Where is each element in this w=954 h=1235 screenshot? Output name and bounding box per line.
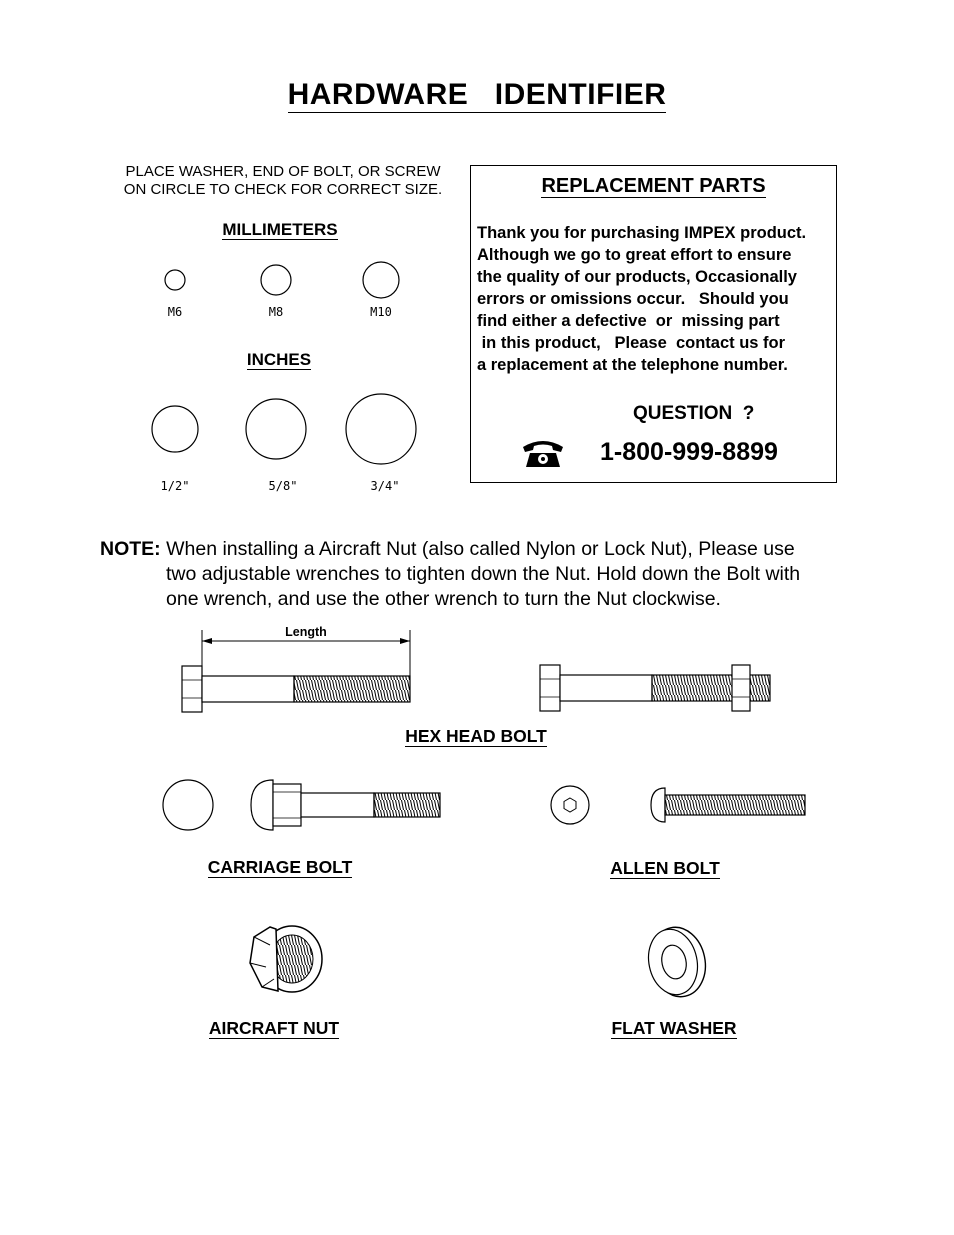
allen-bolt-label: ALLEN BOLT (610, 858, 720, 878)
flat-washer-diagram (640, 922, 710, 1002)
phone-number: 1-800-999-8899 (600, 438, 778, 466)
five-eighths-inch-circle (246, 399, 306, 459)
replacement-line: the quality of our products, Occasionally (477, 268, 797, 286)
size-label-half: 1/2" (160, 479, 190, 493)
question-label: QUESTION ? (633, 403, 755, 424)
aircraft-nut-diagram (240, 915, 330, 1000)
instruction-line-1: PLACE WASHER, END OF BOLT, OR SCREW (125, 163, 441, 180)
carriage-bolt-diagram (155, 770, 455, 840)
sizing-instructions (100, 163, 466, 199)
millimeter-circles (150, 255, 430, 305)
note-label: NOTE: (100, 538, 161, 560)
note-section (100, 537, 860, 612)
length-label: Length (285, 625, 327, 639)
m10-circle (363, 262, 399, 298)
replacement-line: errors or omissions occur. Should you (477, 290, 789, 308)
m8-circle (261, 265, 291, 295)
replacement-line: find either a defective or missing part (477, 312, 780, 330)
note-line-1: When installing a Aircraft Nut (also called Nylon or Lock Nut), Please use (166, 538, 795, 560)
m6-circle (165, 270, 185, 290)
replacement-line: in this product, Please contact us for (477, 334, 786, 352)
replacement-line: Thank you for purchasing IMPEX product. (477, 224, 807, 242)
millimeters-heading: MILLIMETERS (222, 220, 338, 239)
allen-bolt-diagram (545, 780, 815, 830)
note-line-3: one wrench, and use the other wrench to turn the Nut clockwise. (166, 588, 721, 610)
size-label-m8: M8 (268, 305, 284, 319)
size-label-five-eighths: 5/8" (268, 479, 298, 493)
size-label-m10: M10 (370, 305, 392, 319)
replacement-line: a replacement at the telephone number. (477, 356, 788, 374)
note-line-2: two adjustable wrenches to tighten down the Nut. Hold down the Bolt with (166, 563, 801, 585)
hex-bolt-with-nut-diagram (530, 655, 780, 725)
page-title: HARDWARE IDENTIFIER (287, 78, 667, 111)
inches-heading: INCHES (246, 350, 312, 369)
size-label-three-quarter: 3/4" (370, 479, 400, 493)
three-quarter-inch-circle (346, 394, 416, 464)
carriage-bolt-label: CARRIAGE BOLT (207, 857, 353, 877)
instruction-line-2: ON CIRCLE TO CHECK FOR CORRECT SIZE. (123, 181, 443, 198)
inch-circles (140, 385, 430, 475)
aircraft-nut-label: AIRCRAFT NUT (208, 1018, 340, 1038)
replacement-parts-text (477, 222, 839, 376)
half-inch-circle (152, 406, 198, 452)
size-label-m6: M6 (167, 305, 183, 319)
hex-head-bolt-label: HEX HEAD BOLT (405, 726, 547, 746)
replacement-parts-title: REPLACEMENT PARTS (541, 175, 766, 197)
telephone-icon (521, 437, 565, 469)
flat-washer-label: FLAT WASHER (611, 1018, 737, 1038)
replacement-line: Although we go to great effort to ensure (477, 246, 792, 264)
